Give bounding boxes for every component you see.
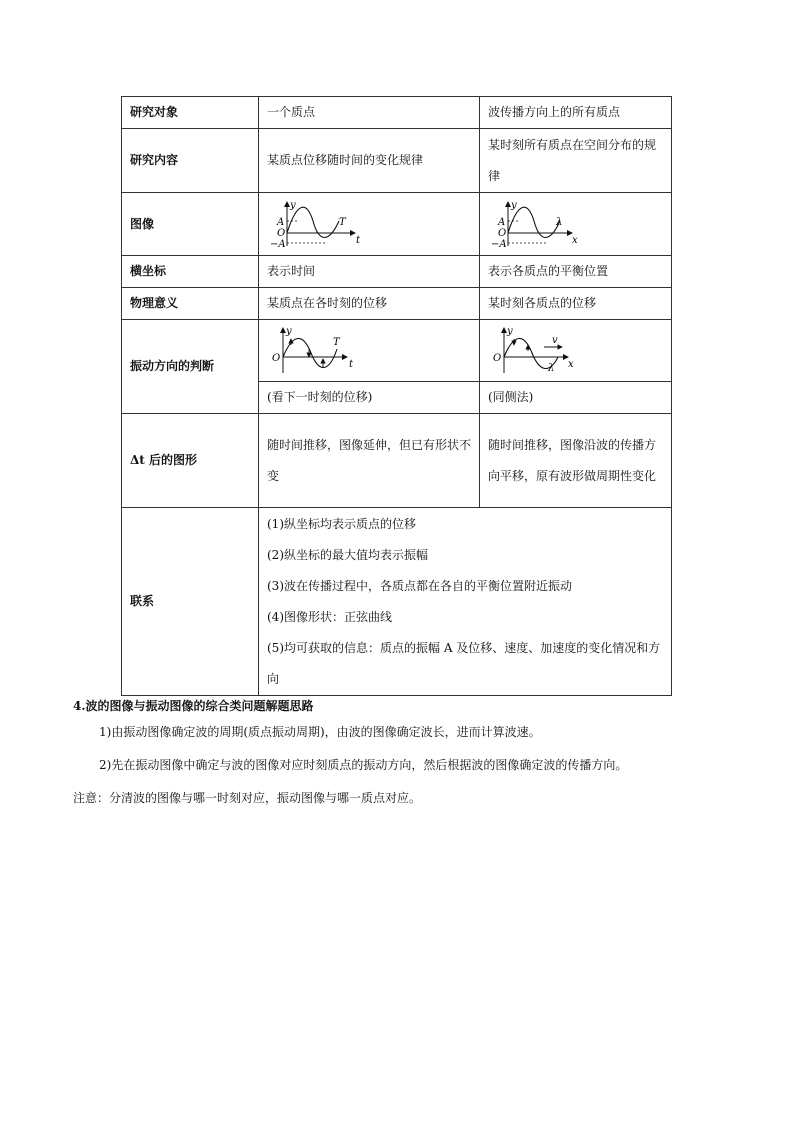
vib-direction-graph-cell [259, 320, 480, 382]
y-axis-label: y [507, 325, 513, 337]
wave-after: 随时间推移，图像沿波的传播方向平移，原有波形做周期性变化 [480, 414, 672, 508]
wavelength-label: λ [548, 362, 555, 374]
vib-meaning: 某质点在各时刻的位移 [259, 288, 480, 320]
relation-item: (1)纵坐标均表示质点的位移 [267, 516, 416, 531]
period-label: T [333, 336, 340, 348]
vib-direction-note: (看下一时刻的位移) [259, 382, 480, 414]
row-direction [122, 320, 672, 382]
wave-graph-cell [480, 193, 672, 256]
origin-label: O [498, 228, 507, 239]
vibration-graph [267, 199, 377, 249]
x-axis-label: x [568, 358, 574, 370]
origin-label: O [493, 352, 502, 364]
origin-label: O [277, 228, 286, 239]
vib-after: 随时间推移，图像延伸，但已有形状不变 [259, 414, 480, 508]
neg-amp-label: −A [491, 239, 507, 249]
wave-content: 某时刻所有质点在空间分布的规律 [480, 129, 672, 193]
paragraph-2: 2)先在振动图像中确定与波的图像对应时刻质点的振动方向，然后根据波的图像确定波的传播方向。 [99, 758, 628, 772]
wave-direction-note: (同侧法) [480, 382, 672, 414]
velocity-label: v [552, 334, 558, 346]
label-after: Δt 后的图形 [122, 414, 259, 508]
row-image [122, 193, 672, 256]
neg-amp-label: −A [270, 239, 286, 249]
wavelength-label: λ [556, 217, 563, 228]
relation-cell [259, 508, 672, 696]
wave-direction-graph [488, 325, 598, 377]
solution-section [73, 696, 753, 815]
y-axis-label: y [290, 200, 296, 211]
vibration-direction-graph [267, 325, 377, 377]
section-title: 4.波的图像与振动图像的综合类问题解题思路 [73, 699, 314, 713]
relation-item: (5)均可获取的信息：质点的振幅 A 及位移、速度、加速度的变化情况和方向 [267, 640, 661, 686]
comparison-table [121, 96, 672, 696]
label-direction: 振动方向的判断 [122, 320, 259, 414]
label-content: 研究内容 [122, 129, 259, 193]
wave-object: 波传播方向上的所有质点 [480, 97, 672, 129]
vib-object: 一个质点 [259, 97, 480, 129]
row-meaning [122, 288, 672, 320]
paragraph-1: 1)由振动图像确定波的周期(质点振动周期)，由波的图像确定波长，进而计算波速。 [99, 725, 541, 739]
wave-meaning: 某时刻各质点的位移 [480, 288, 672, 320]
relation-item: (4)图像形状：正弦曲线 [267, 609, 392, 624]
x-axis-label: x [572, 235, 578, 246]
origin-label: O [272, 352, 281, 364]
label-xaxis: 横坐标 [122, 256, 259, 288]
row-object [122, 97, 672, 129]
vib-content: 某质点位移随时间的变化规律 [259, 129, 480, 193]
t-axis-label: t [349, 358, 354, 370]
vib-graph-cell [259, 193, 480, 256]
label-object: 研究对象 [122, 97, 259, 129]
vib-xaxis: 表示时间 [259, 256, 480, 288]
amp-label: A [277, 217, 285, 228]
y-axis-label: y [511, 200, 517, 211]
t-axis-label: t [356, 235, 361, 246]
wave-xaxis: 表示各质点的平衡位置 [480, 256, 672, 288]
note: 注意：分清波的图像与哪一时刻对应，振动图像与哪一质点对应。 [73, 791, 422, 805]
period-label: T [339, 217, 346, 228]
label-image: 图像 [122, 193, 259, 256]
wave-direction-graph-cell [480, 320, 672, 382]
label-meaning: 物理意义 [122, 288, 259, 320]
relation-item: (2)纵坐标的最大值均表示振幅 [267, 547, 428, 562]
row-content [122, 129, 672, 193]
amp-label: A [498, 217, 506, 228]
row-relation [122, 508, 672, 696]
y-axis-label: y [286, 325, 292, 337]
relation-item: (3)波在传播过程中，各质点都在各自的平衡位置附近振动 [267, 578, 573, 593]
wave-graph [488, 199, 598, 249]
row-xaxis [122, 256, 672, 288]
row-after [122, 414, 672, 508]
label-relation: 联系 [122, 508, 259, 696]
